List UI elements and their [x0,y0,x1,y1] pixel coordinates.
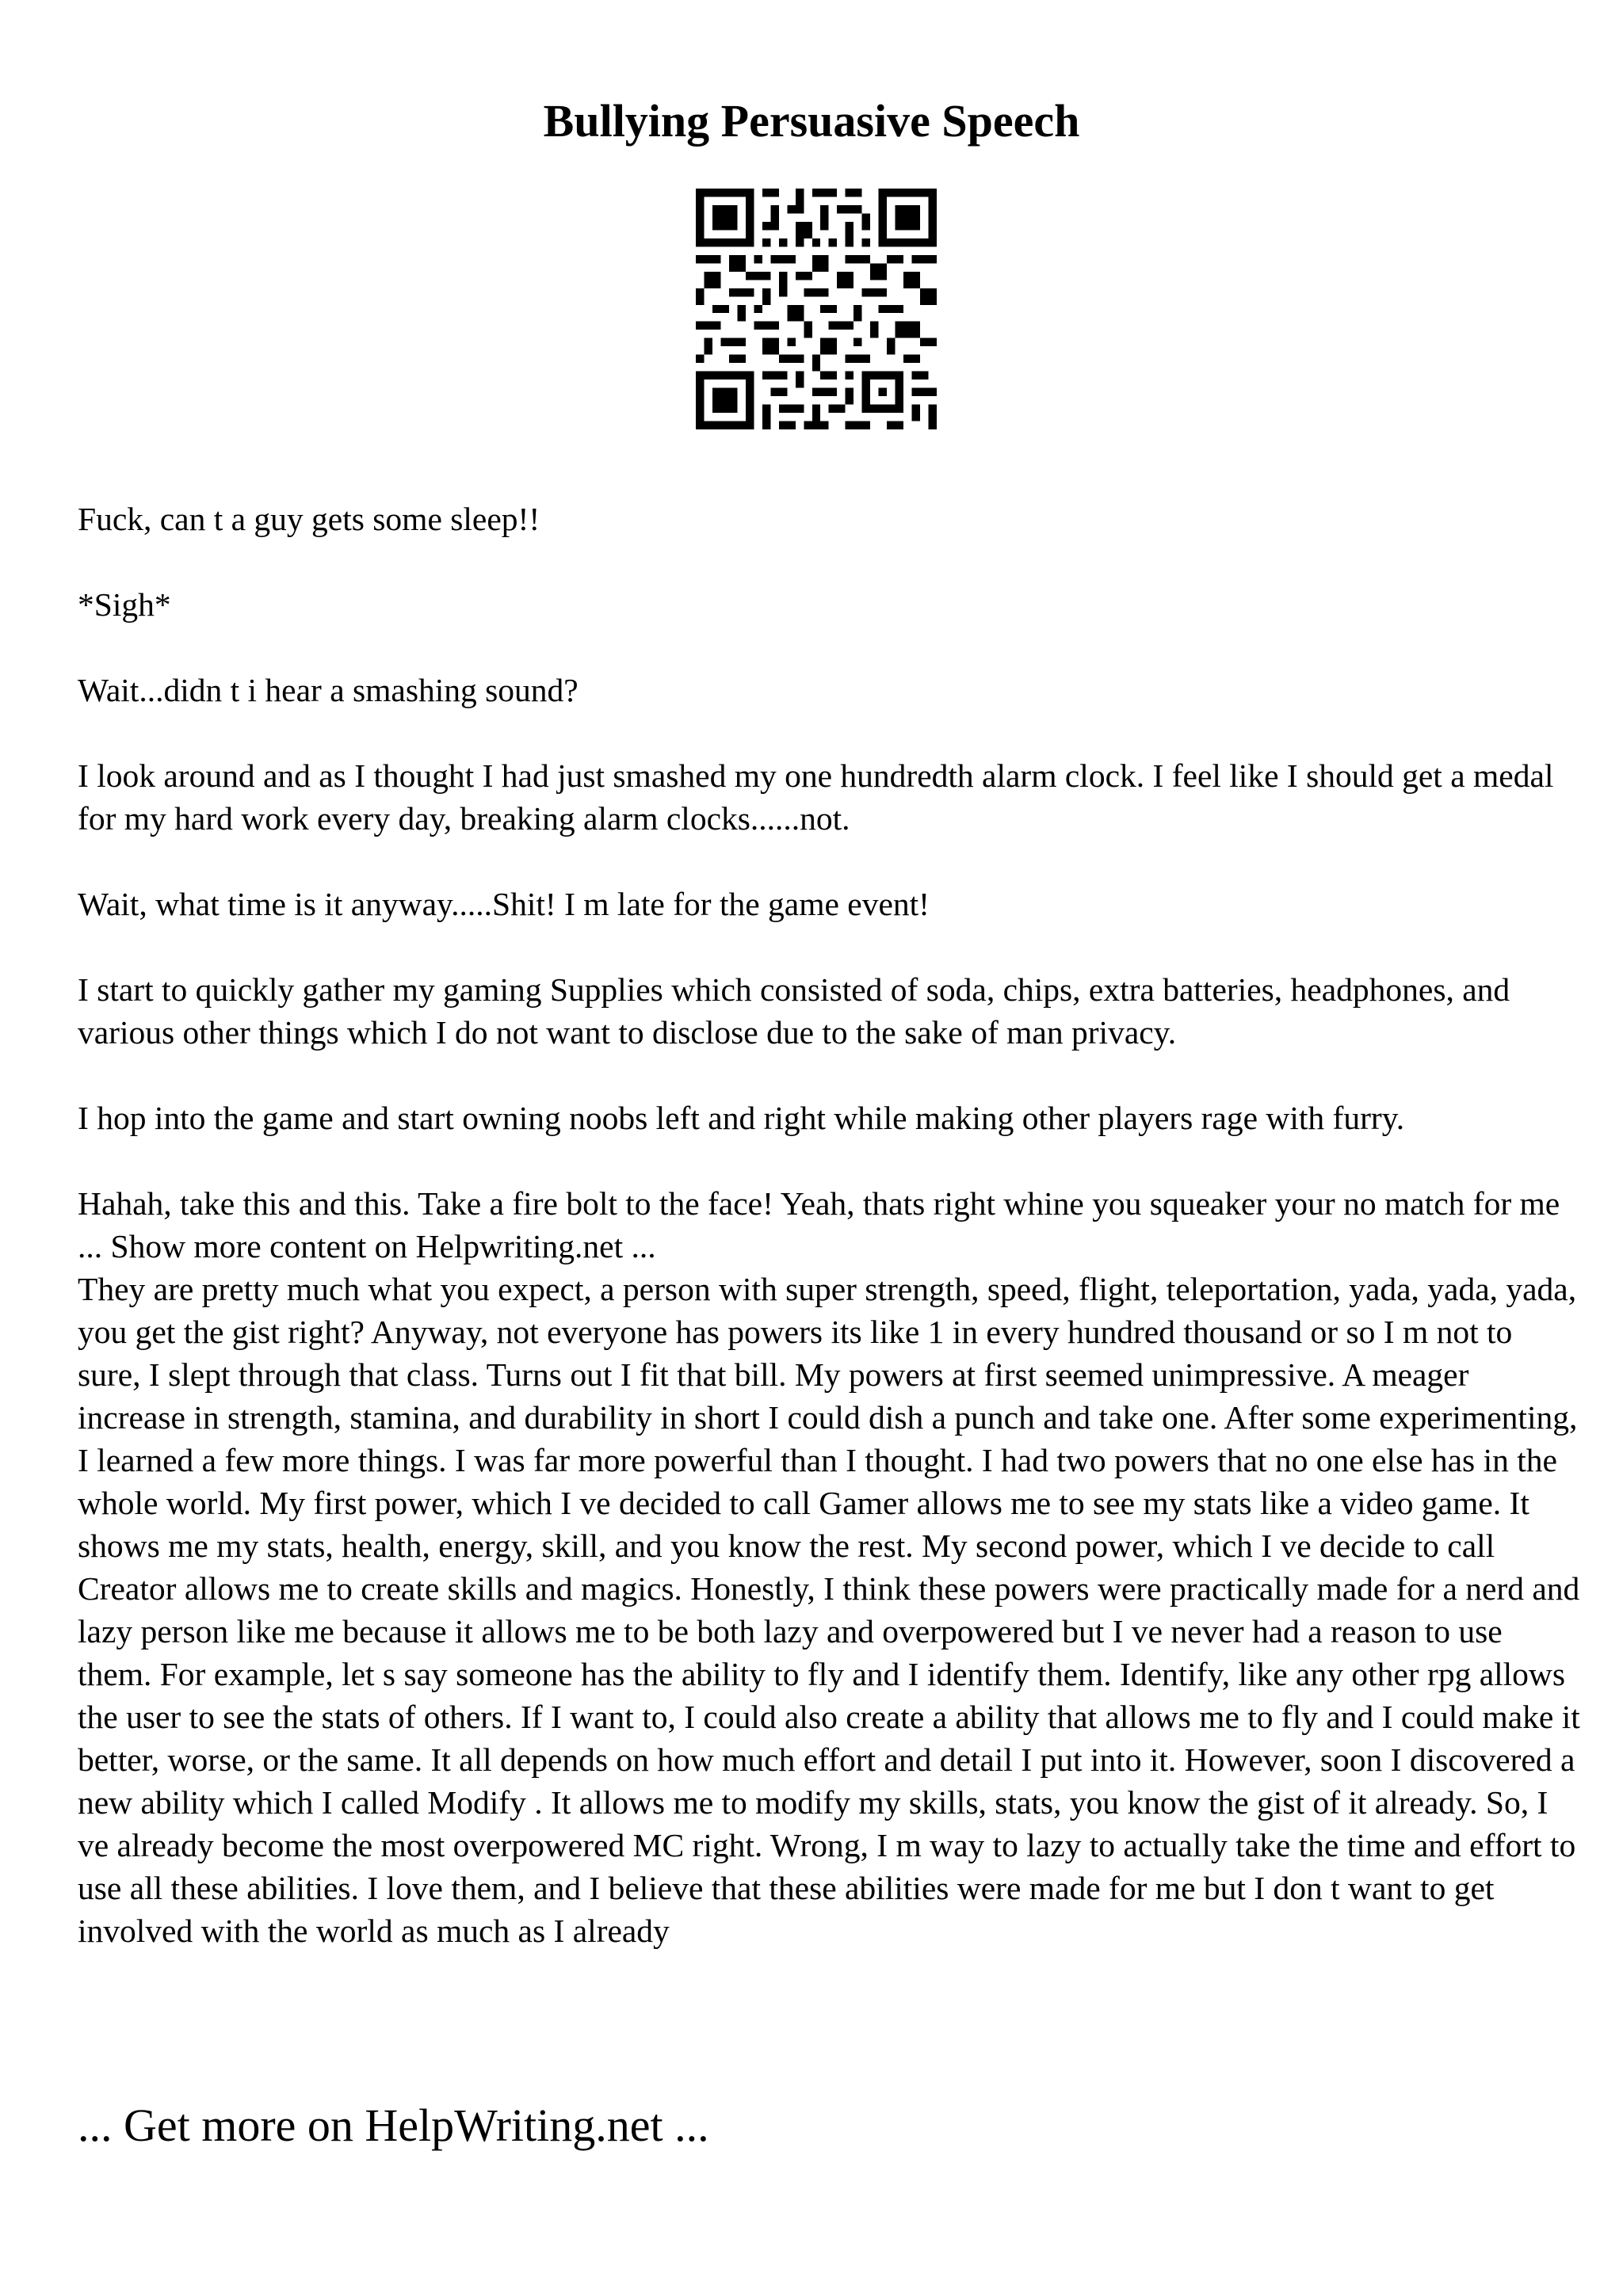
paragraph-8: Hahah, take this and this. Take a fire bolt to the face! Yeah, thats right whine you squeaker your no match for me ... Show more content on Helpwriting.net ... [78,1185,1560,1264]
paragraph-2: *Sigh* [78,586,171,623]
document-body [78,498,1583,1952]
paragraph-5: Wait, what time is it anyway.....Shit! I m late for the game event! [78,886,930,922]
paragraph-9: They are pretty much what you expect, a person with super strength, speed, flight, teleportation, yada, yada, yada, you get the gist right? Anyway, not everyone has powers its like 1 in every hundred thousand or so I m not to sure, I slept through that class. Turns out I fit that bill. My powers at first seemed unimpressive. A meager increase in strength, stamina, and durability in short I could dish a punch and take one. After some experimenting, I learned a few more things. I was far more powerful than I thought. I had two powers that no one else has in the whole world. My first power, which I ve decided to call Gamer allows me to see my stats like a video game. It shows me my stats, health, energy, skill, and you know the rest. My second power, which I ve decide to call Creator allows me to create skills and magics. Honestly, I think these powers were practically made for a nerd and lazy person like me because it allows me to be both lazy and overpowered but I ve never had a reason to use them. For example, let s say someone has the ability to fly and I identify them. Identify, like any other rpg allows the user to see the stats of others. If I want to, I could also create a ability that allows me to fly and I could make it better, worse, or the same. It all depends on how much effort and detail I put into it. However, soon I discovered a new ability which I called Modify . It allows me to modify my skills, stats, you know the gist of it already. So, I ve already become the most overpowered MC right. Wrong, I m way to lazy to actually take the time and effort to use all these abilities. I love them, and I believe that these abilities were made for me but I don t want to get involved with the world as much as I already [78,1271,1580,1949]
document-title: Bullying Persuasive Speech [543,95,1080,147]
paragraph-7: I hop into the game and start owning noobs left and right while making other players rage with furry. [78,1100,1405,1136]
qr-code-icon [696,189,937,429]
get-more-link[interactable]: ... Get more on HelpWriting.net ... [78,2100,709,2151]
paragraph-6: I start to quickly gather my gaming Supplies which consisted of soda, chips, extra batteries, headphones, and various other things which I do not want to disclose due to the sake of man privacy. [78,971,1510,1051]
paragraph-3: Wait...didn t i hear a smashing sound? [78,672,579,708]
paragraph-4: I look around and as I thought I had just smashed my one hundredth alarm clock. I feel like I should get a medal for my hard work every day, breaking alarm clocks......not. [78,757,1554,837]
paragraph-1: Fuck, can t a guy gets some sleep!! [78,501,540,537]
